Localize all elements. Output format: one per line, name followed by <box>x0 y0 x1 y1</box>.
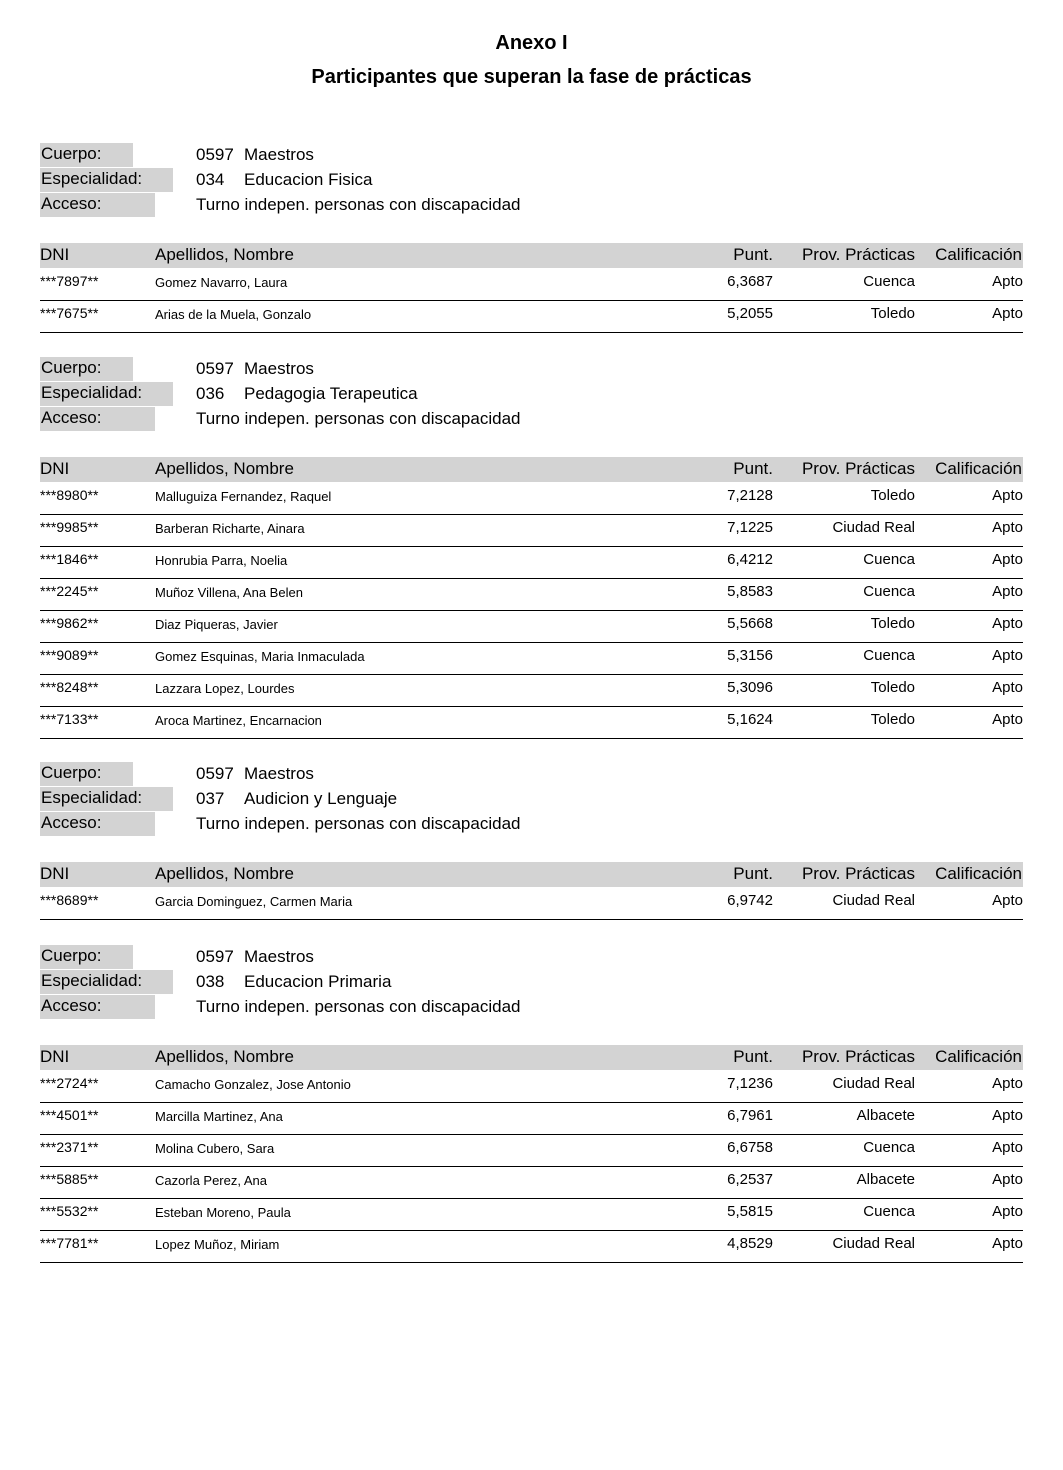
acceso-label: Acceso: <box>40 407 155 431</box>
punt-cell: 5,3156 <box>727 647 773 664</box>
acceso-value: Turno indepen. personas con discapacidad <box>196 997 521 1016</box>
dni-cell: ***9985** <box>40 519 99 535</box>
dni-cell: ***2245** <box>40 583 99 599</box>
specialty-section <box>0 762 1063 909</box>
column-header-name: Apellidos, Nombre <box>155 245 294 264</box>
punt-cell: 7,1236 <box>727 1075 773 1092</box>
punt-cell: 6,2537 <box>727 1171 773 1188</box>
column-header-calificacion: Calificación <box>935 1047 1022 1066</box>
dni-cell: ***2371** <box>40 1139 99 1155</box>
table-row <box>40 1230 1023 1263</box>
punt-cell: 6,4212 <box>727 551 773 568</box>
prov-cell: Cuenca <box>863 647 915 664</box>
dni-cell: ***1846** <box>40 551 99 567</box>
cuerpo-name: Maestros <box>244 145 314 164</box>
cuerpo-code: 0597 <box>196 947 234 966</box>
meta-row <box>0 787 1063 812</box>
cuerpo-name: Maestros <box>244 359 314 378</box>
prov-cell: Albacete <box>856 1171 915 1188</box>
punt-cell: 5,1624 <box>727 711 773 728</box>
cuerpo-name: Maestros <box>244 764 314 783</box>
cuerpo-label: Cuerpo: <box>40 762 133 786</box>
especialidad-label: Especialidad: <box>40 382 173 406</box>
especialidad-name: Audicion y Lenguaje <box>244 789 398 808</box>
punt-cell: 6,6758 <box>727 1139 773 1156</box>
calificacion-cell: Apto <box>992 273 1023 290</box>
acceso-label: Acceso: <box>40 812 155 836</box>
meta-row <box>0 970 1063 995</box>
calificacion-cell: Apto <box>992 1075 1023 1092</box>
dni-cell: ***8980** <box>40 487 99 503</box>
punt-cell: 6,9742 <box>727 892 773 909</box>
specialty-section <box>0 143 1063 322</box>
cuerpo-label: Cuerpo: <box>40 143 133 167</box>
name-cell: Aroca Martinez, Encarnacion <box>155 713 322 728</box>
cuerpo-code: 0597 <box>196 764 234 783</box>
especialidad-name: Pedagogia Terapeutica <box>244 384 418 403</box>
prov-cell: Cuenca <box>863 583 915 600</box>
meta-row <box>0 168 1063 193</box>
calificacion-cell: Apto <box>992 551 1023 568</box>
table-row <box>40 1166 1023 1199</box>
column-header-prov: Prov. Prácticas <box>801 245 915 264</box>
prov-cell: Cuenca <box>863 1203 915 1220</box>
meta-row <box>0 193 1063 218</box>
meta-row <box>0 945 1063 970</box>
especialidad-code: 038 <box>196 972 225 991</box>
dni-cell: ***7133** <box>40 711 99 727</box>
name-cell: Molina Cubero, Sara <box>155 1141 275 1156</box>
name-cell: Cazorla Perez, Ana <box>155 1173 268 1188</box>
especialidad-label: Especialidad: <box>40 168 173 192</box>
specialty-section <box>0 945 1063 1252</box>
column-header-prov: Prov. Prácticas <box>801 1047 915 1066</box>
cuerpo-label: Cuerpo: <box>40 945 133 969</box>
name-cell: Muñoz Villena, Ana Belen <box>155 585 303 600</box>
prov-cell: Toledo <box>870 679 915 696</box>
column-header-punt: Punt. <box>733 864 773 883</box>
column-header-punt: Punt. <box>733 245 773 264</box>
name-cell: Esteban Moreno, Paula <box>155 1205 291 1220</box>
dni-cell: ***5532** <box>40 1203 99 1219</box>
meta-row <box>0 407 1063 432</box>
calificacion-cell: Apto <box>992 305 1023 322</box>
meta-row <box>0 812 1063 837</box>
prov-cell: Albacete <box>856 1107 915 1124</box>
punt-cell: 7,1225 <box>727 519 773 536</box>
table-row <box>40 1198 1023 1231</box>
table-row <box>40 1102 1023 1135</box>
dni-cell: ***7897** <box>40 273 99 289</box>
column-header-calificacion: Calificación <box>935 459 1022 478</box>
prov-cell: Cuenca <box>863 273 915 290</box>
table-header <box>40 457 1023 482</box>
page-subtitle: Participantes que superan la fase de prácticas <box>311 66 752 88</box>
calificacion-cell: Apto <box>992 647 1023 664</box>
especialidad-label: Especialidad: <box>40 787 173 811</box>
cuerpo-code: 0597 <box>196 359 234 378</box>
calificacion-cell: Apto <box>992 1107 1023 1124</box>
name-cell: Marcilla Martinez, Ana <box>155 1109 283 1124</box>
dni-cell: ***8248** <box>40 679 99 695</box>
table-row <box>40 578 1023 611</box>
column-header-dni: DNI <box>40 864 70 883</box>
calificacion-cell: Apto <box>992 583 1023 600</box>
prov-cell: Ciudad Real <box>832 1235 915 1252</box>
column-header-dni: DNI <box>40 459 70 478</box>
prov-cell: Toledo <box>870 305 915 322</box>
table-header <box>40 1045 1023 1070</box>
acceso-value: Turno indepen. personas con discapacidad <box>196 409 521 428</box>
meta-row <box>0 995 1063 1020</box>
calificacion-cell: Apto <box>992 615 1023 632</box>
name-cell: Honrubia Parra, Noelia <box>155 553 288 568</box>
especialidad-name: Educacion Primaria <box>244 972 392 991</box>
acceso-label: Acceso: <box>40 995 155 1019</box>
name-cell: Gomez Navarro, Laura <box>155 275 288 290</box>
dni-cell: ***7675** <box>40 305 99 321</box>
punt-cell: 5,8583 <box>727 583 773 600</box>
meta-row <box>0 357 1063 382</box>
meta-row <box>0 143 1063 168</box>
acceso-label: Acceso: <box>40 193 155 217</box>
meta-row <box>0 382 1063 407</box>
especialidad-code: 036 <box>196 384 225 403</box>
calificacion-cell: Apto <box>992 487 1023 504</box>
dni-cell: ***2724** <box>40 1075 99 1091</box>
name-cell: Barberan Richarte, Ainara <box>155 521 305 536</box>
table-row <box>40 482 1023 515</box>
table-header <box>40 243 1023 268</box>
name-cell: Malluguiza Fernandez, Raquel <box>155 489 332 504</box>
calificacion-cell: Apto <box>992 1139 1023 1156</box>
prov-cell: Cuenca <box>863 1139 915 1156</box>
name-cell: Diaz Piqueras, Javier <box>155 617 278 632</box>
calificacion-cell: Apto <box>992 1235 1023 1252</box>
table-row <box>40 546 1023 579</box>
table-row <box>40 610 1023 643</box>
prov-cell: Ciudad Real <box>832 892 915 909</box>
dni-cell: ***7781** <box>40 1235 99 1251</box>
prov-cell: Ciudad Real <box>832 519 915 536</box>
prov-cell: Toledo <box>870 487 915 504</box>
table-row <box>40 887 1023 920</box>
column-header-dni: DNI <box>40 1047 70 1066</box>
table-row <box>40 1134 1023 1167</box>
calificacion-cell: Apto <box>992 1203 1023 1220</box>
especialidad-code: 037 <box>196 789 225 808</box>
punt-cell: 6,7961 <box>727 1107 773 1124</box>
table-header <box>40 862 1023 887</box>
especialidad-code: 034 <box>196 170 225 189</box>
punt-cell: 5,2055 <box>727 305 773 322</box>
calificacion-cell: Apto <box>992 892 1023 909</box>
calificacion-cell: Apto <box>992 1171 1023 1188</box>
table-row <box>40 514 1023 547</box>
column-header-punt: Punt. <box>733 1047 773 1066</box>
name-cell: Arias de la Muela, Gonzalo <box>155 307 312 322</box>
table-row <box>40 1070 1023 1103</box>
calificacion-cell: Apto <box>992 711 1023 728</box>
prov-cell: Toledo <box>870 711 915 728</box>
column-header-punt: Punt. <box>733 459 773 478</box>
cuerpo-label: Cuerpo: <box>40 357 133 381</box>
prov-cell: Ciudad Real <box>832 1075 915 1092</box>
column-header-prov: Prov. Prácticas <box>801 459 915 478</box>
dni-cell: ***4501** <box>40 1107 99 1123</box>
name-cell: Lopez Muñoz, Miriam <box>155 1237 280 1252</box>
prov-cell: Toledo <box>870 615 915 632</box>
cuerpo-code: 0597 <box>196 145 234 164</box>
calificacion-cell: Apto <box>992 519 1023 536</box>
column-header-name: Apellidos, Nombre <box>155 864 294 883</box>
especialidad-label: Especialidad: <box>40 970 173 994</box>
table-row <box>40 674 1023 707</box>
punt-cell: 6,3687 <box>727 273 773 290</box>
dni-cell: ***8689** <box>40 892 99 908</box>
especialidad-name: Educacion Fisica <box>244 170 373 189</box>
specialty-section <box>0 357 1063 728</box>
punt-cell: 7,2128 <box>727 487 773 504</box>
name-cell: Lazzara Lopez, Lourdes <box>155 681 295 696</box>
punt-cell: 5,5668 <box>727 615 773 632</box>
page-title: Anexo I <box>495 32 568 54</box>
name-cell: Gomez Esquinas, Maria Inmaculada <box>155 649 365 664</box>
dni-cell: ***5885** <box>40 1171 99 1187</box>
column-header-prov: Prov. Prácticas <box>801 864 915 883</box>
acceso-value: Turno indepen. personas con discapacidad <box>196 814 521 833</box>
column-header-calificacion: Calificación <box>935 864 1022 883</box>
meta-row <box>0 762 1063 787</box>
punt-cell: 4,8529 <box>727 1235 773 1252</box>
punt-cell: 5,5815 <box>727 1203 773 1220</box>
dni-cell: ***9862** <box>40 615 99 631</box>
cuerpo-name: Maestros <box>244 947 314 966</box>
acceso-value: Turno indepen. personas con discapacidad <box>196 195 521 214</box>
prov-cell: Cuenca <box>863 551 915 568</box>
dni-cell: ***9089** <box>40 647 99 663</box>
table-row <box>40 300 1023 333</box>
punt-cell: 5,3096 <box>727 679 773 696</box>
column-header-dni: DNI <box>40 245 70 264</box>
table-row <box>40 268 1023 301</box>
column-header-name: Apellidos, Nombre <box>155 1047 294 1066</box>
column-header-calificacion: Calificación <box>935 245 1022 264</box>
calificacion-cell: Apto <box>992 679 1023 696</box>
column-header-name: Apellidos, Nombre <box>155 459 294 478</box>
table-row <box>40 642 1023 675</box>
name-cell: Garcia Dominguez, Carmen Maria <box>155 894 353 909</box>
table-row <box>40 706 1023 739</box>
name-cell: Camacho Gonzalez, Jose Antonio <box>155 1077 351 1092</box>
